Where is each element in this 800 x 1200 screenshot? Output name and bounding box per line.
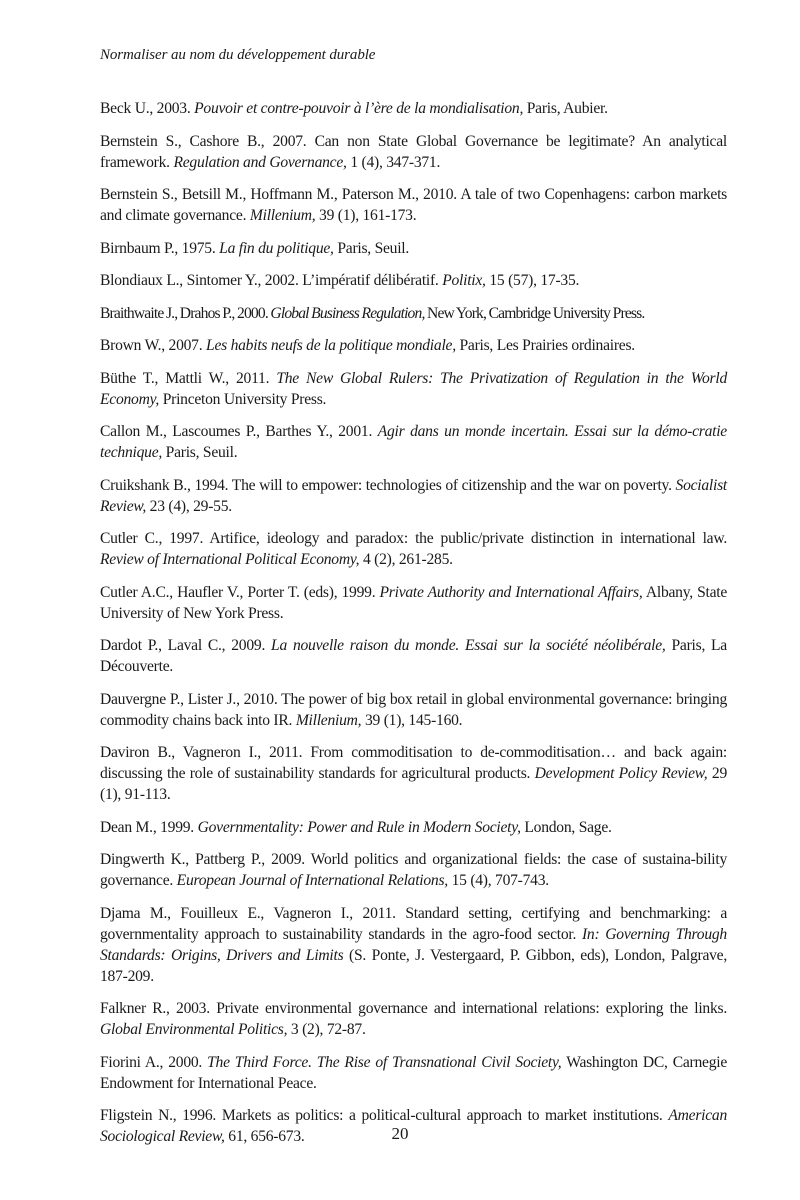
reference-text: Dingwerth K., Pattberg P., 2009. World politics and organizational fields: the case of sustaina-bility governance. — [100, 851, 727, 889]
reference-entry — [100, 270, 727, 291]
reference-text: Cruikshank B., 1994. The will to empower: technologies of citizenship and the war on poverty. — [100, 476, 676, 494]
reference-text: Cutler A.C., Haufler V., Porter T. (eds), 1999. — [100, 583, 380, 601]
reference-entry — [100, 849, 727, 891]
reference-title-italic: Politix, — [442, 272, 486, 289]
reference-title-italic: Millenium, — [249, 207, 316, 224]
reference-title-italic: European Journal of International Relations, — [176, 872, 448, 889]
reference-text: 29 (1), 91-113. — [100, 765, 728, 803]
reference-text: Birnbaum P., 1975. — [100, 239, 220, 257]
reference-text: Brown W., 2007. — [100, 337, 207, 354]
reference-text: Braithwaite J., Drahos P., 2000. — [100, 304, 271, 322]
reference-title-italic: Private Authority and International Affairs, — [379, 583, 643, 601]
reference-text: 39 (1), 145-160. — [361, 711, 463, 729]
reference-entry — [100, 184, 727, 226]
reference-entry — [100, 689, 727, 731]
reference-text: Paris, La Découverte. — [100, 637, 727, 675]
reference-text: Fiorini A., 2000. — [100, 1053, 208, 1071]
reference-entry — [100, 582, 727, 624]
reference-text: 4 (2), 261-285. — [359, 551, 453, 568]
reference-entry — [100, 1052, 727, 1094]
reference-title-italic: Review of International Political Economy, — [100, 551, 360, 568]
reference-title-italic: Agir dans un monde incertain. Essai sur la démo-cratie technique, — [100, 423, 727, 461]
reference-text: Falkner R., 2003. Private environmental governance and international relations: exploring the links. — [100, 1000, 727, 1017]
reference-text: Daviron B., Vagneron I., 2011. From commoditisation to de-commoditisation… and back again: discussing the role of sustainability standards for agricultural products. — [100, 744, 727, 782]
reference-entry — [100, 98, 727, 119]
reference-entry — [100, 903, 727, 987]
reference-title-italic: In: Governing Through Standards: Origins, Drivers and Limits — [100, 925, 727, 964]
reference-title-italic: Socialist Review, — [100, 476, 727, 515]
reference-text: Paris, Les Prairies ordinaires. — [455, 337, 635, 354]
reference-text: Paris, Aubier. — [523, 100, 608, 117]
reference-text: 15 (4), 707-743. — [447, 872, 549, 889]
reference-title-italic: La fin du politique, — [219, 239, 334, 257]
reference-entry — [100, 335, 727, 356]
reference-entry — [100, 528, 727, 570]
reference-title-italic: La nouvelle raison du monde. Essai sur la société néolibérale, — [271, 637, 666, 654]
reference-title-italic: Global Environmental Politics, — [100, 1021, 288, 1038]
reference-text: Dean M., 1999. — [100, 818, 198, 836]
reference-text: (S. Ponte, J. Vestergaard, P. Gibbon, eds), London, Palgrave, 187-209. — [100, 946, 727, 985]
reference-text: Albany, State University of New York Press. — [100, 583, 727, 622]
reference-title-italic: Development Policy Review, — [534, 765, 708, 782]
reference-title-italic: Regulation and Governance, — [173, 153, 347, 171]
reference-text: 1 (4), 347-371. — [346, 153, 441, 171]
reference-text: Büthe T., Mattli W., 2011. — [100, 369, 277, 387]
reference-title-italic: Global Business Regulation, — [270, 304, 425, 322]
reference-entry — [100, 303, 727, 324]
running-head: Normaliser au nom du développement durable — [100, 47, 376, 63]
reference-text: 3 (2), 72-87. — [287, 1021, 366, 1038]
reference-text: Bernstein S., Betsill M., Hoffmann M., Paterson M., 2010. A tale of two Copenhagens: carbon markets and climate governance. — [100, 186, 727, 224]
reference-text: New York, Cambridge University Press. — [424, 304, 645, 322]
reference-text: Dauvergne P., Lister J., 2010. The power of big box retail in global environmental governance: bringing commodity chains back into IR. — [100, 690, 727, 729]
reference-text: Dardot P., Laval C., 2009. — [100, 637, 272, 654]
reference-text: 23 (4), 29-55. — [146, 497, 232, 515]
page-number: 20 — [391, 1124, 409, 1143]
reference-entry — [100, 817, 727, 838]
reference-text: Beck U., 2003. — [100, 100, 195, 117]
reference-entry — [100, 238, 727, 259]
reference-title-italic: Millenium, — [295, 711, 362, 729]
reference-text: 61, 656-673. — [224, 1128, 305, 1145]
reference-entry — [100, 998, 727, 1040]
bibliography-list — [100, 98, 727, 1159]
reference-title-italic: The Third Force. The Rise of Transnational Civil Society, — [207, 1053, 562, 1071]
reference-entry — [100, 131, 727, 173]
reference-text: Cutler C., 1997. Artifice, ideology and paradox: the public/private distinction in international law. — [100, 530, 727, 547]
reference-text: Paris, Seuil. — [162, 444, 238, 461]
reference-title-italic: Pouvoir et contre-pouvoir à l’ère de la mondialisation, — [194, 100, 524, 117]
reference-text: Callon M., Lascoumes P., Barthes Y., 2001. — [100, 423, 378, 440]
reference-entry — [100, 475, 727, 517]
reference-entry — [100, 635, 727, 677]
reference-text: Djama M., Fouilleux E., Vagneron I., 2011. Standard setting, certifying and benchmarking: a governmentality approach to sustainability standards in the agro-food sector. — [100, 904, 727, 943]
reference-title-italic: The New Global Rulers: The Privatization of Regulation in the World Economy, — [100, 369, 727, 408]
reference-text: Blondiaux L., Sintomer Y., 2002. L’impératif délibératif. — [100, 272, 443, 289]
reference-entry — [100, 368, 727, 410]
reference-text: Washington DC, Carnegie Endowment for International Peace. — [100, 1053, 727, 1092]
reference-entry — [100, 742, 727, 805]
reference-text: Princeton University Press. — [159, 390, 327, 408]
reference-text: Bernstein S., Cashore B., 2007. Can non State Global Governance be legitimate? An analytical framework. — [100, 132, 727, 171]
reference-title-italic: Les habits neufs de la politique mondiale, — [206, 337, 456, 354]
reference-title-italic: American Sociological Review, — [100, 1107, 727, 1145]
reference-text: 39 (1), 161-173. — [315, 207, 417, 224]
reference-text: London, Sage. — [520, 818, 612, 836]
reference-text: Paris, Seuil. — [333, 239, 410, 257]
reference-entry — [100, 421, 727, 463]
reference-text: 15 (57), 17-35. — [485, 272, 580, 289]
reference-text: Fligstein N., 1996. Markets as politics: a political-cultural approach to market institutions. — [100, 1107, 669, 1124]
reference-title-italic: Governmentality: Power and Rule in Modern Society, — [197, 818, 521, 836]
